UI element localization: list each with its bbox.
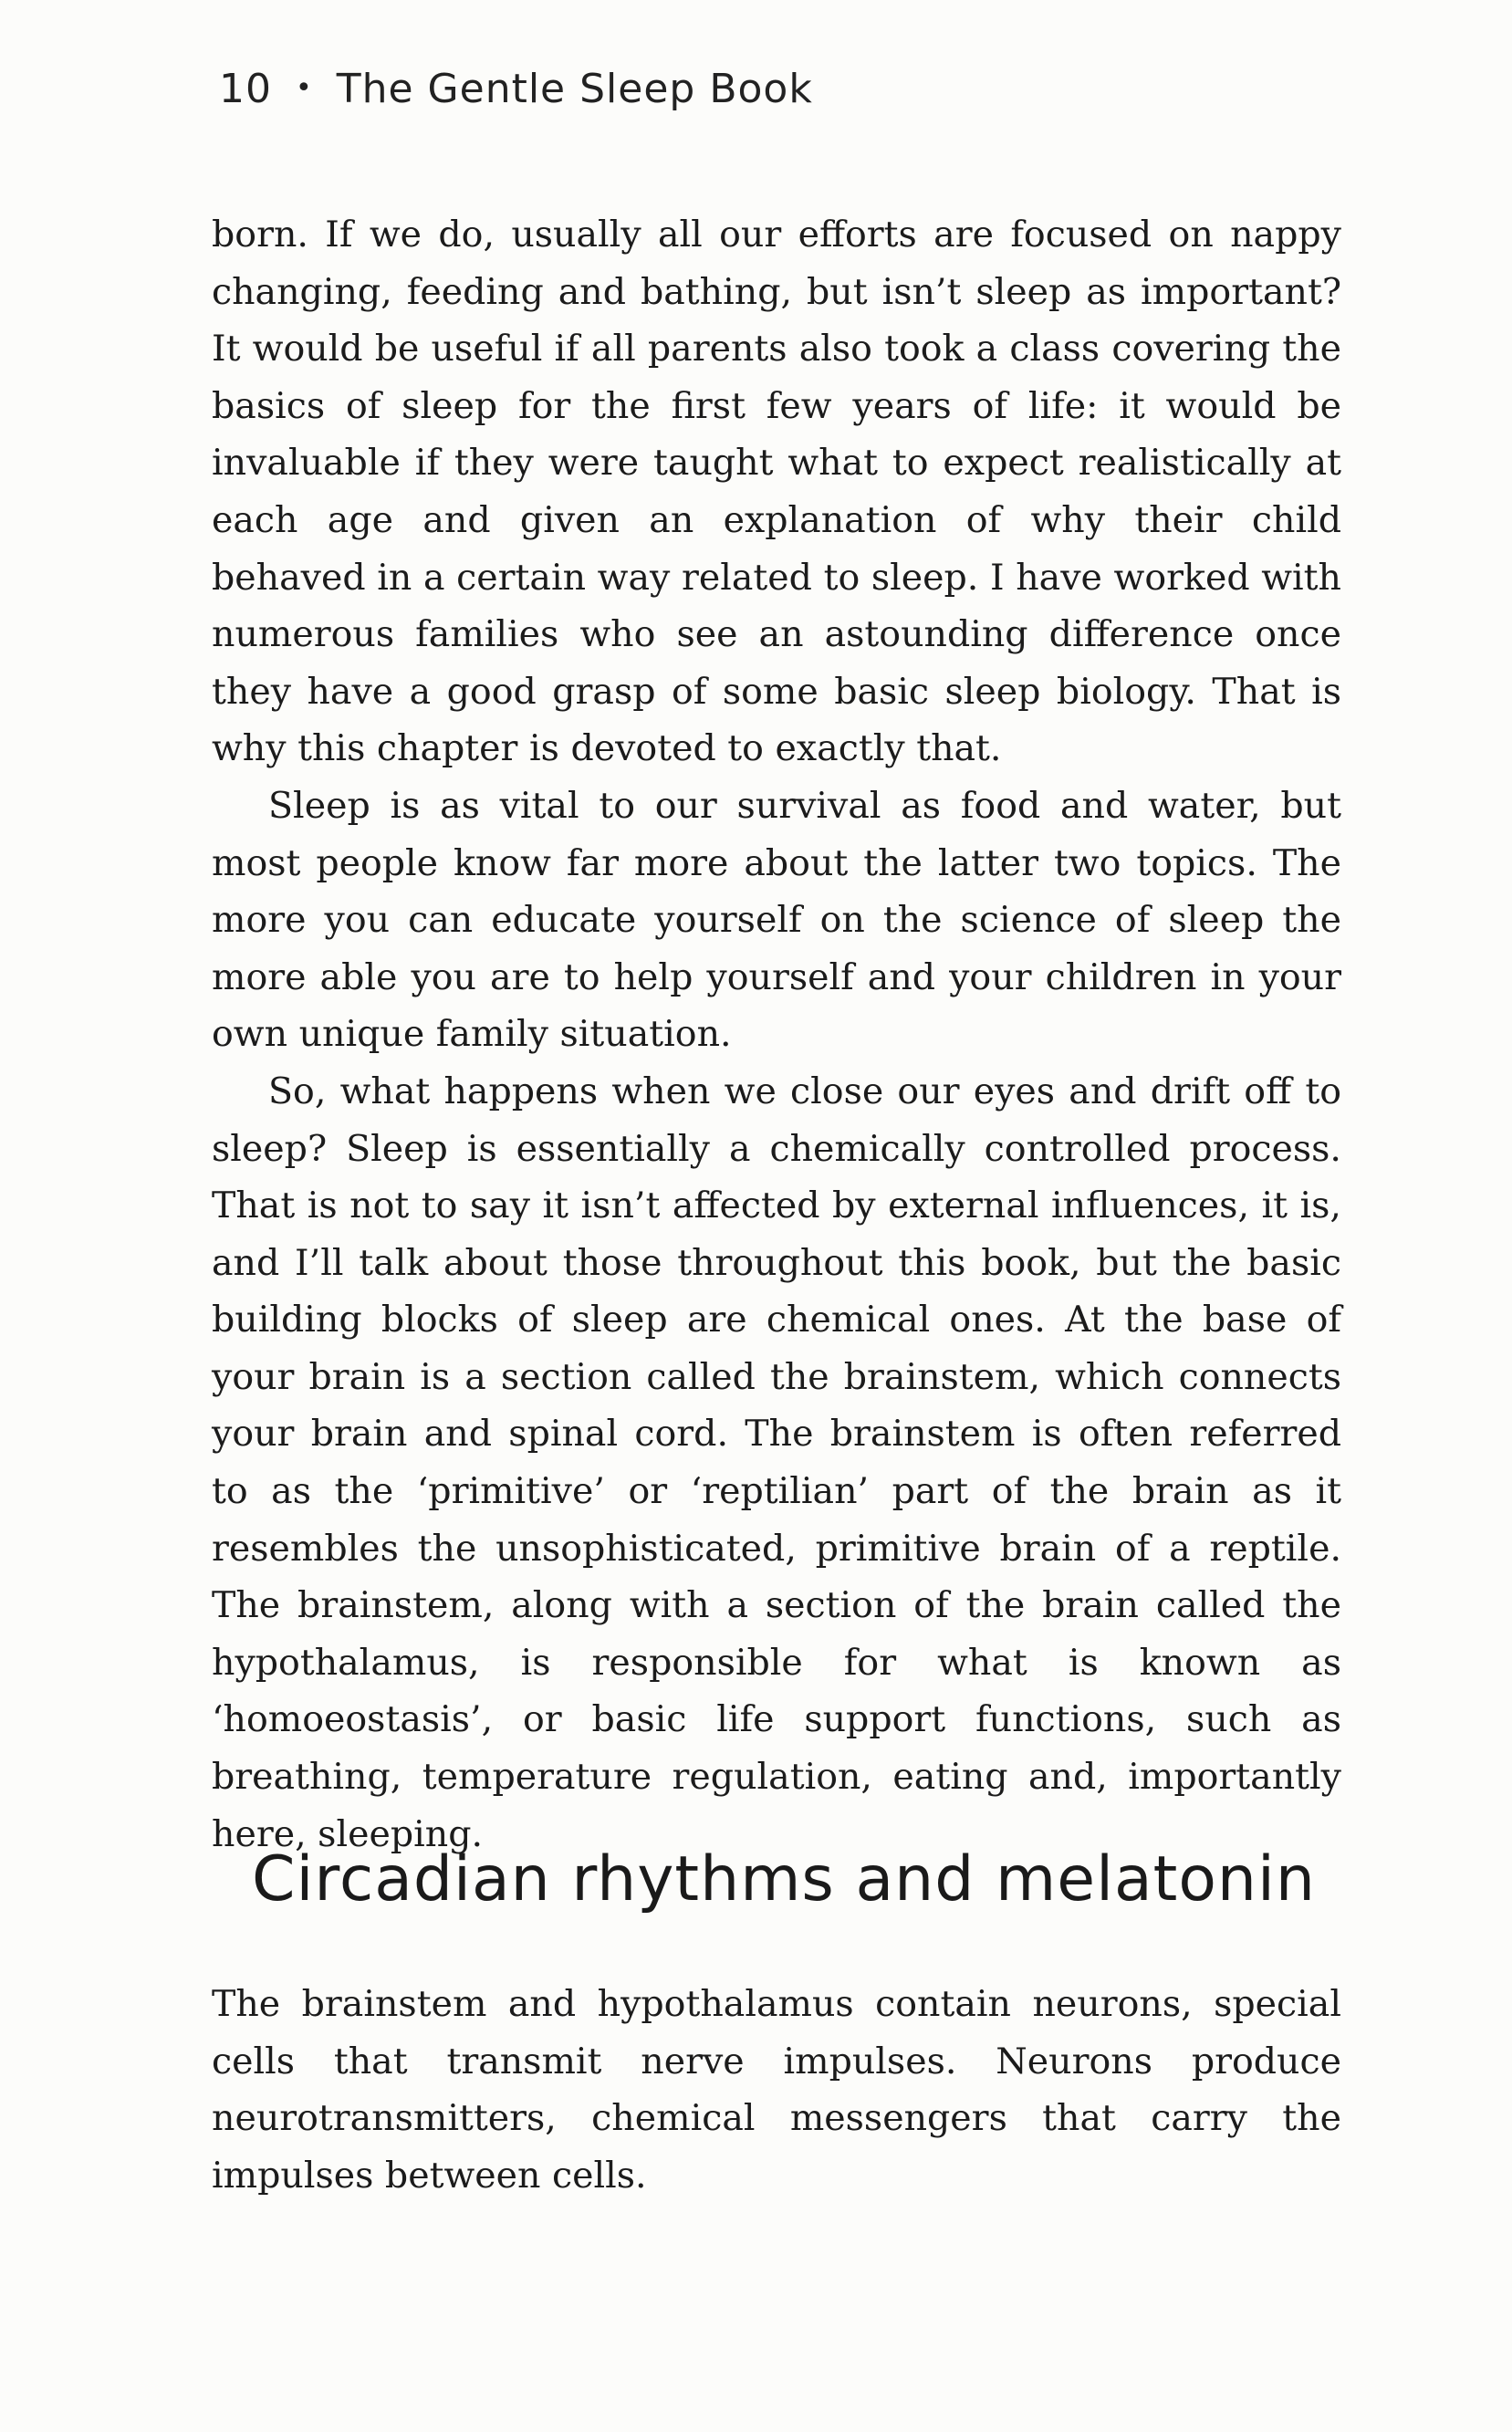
paragraph-continued: born. If we do, usually all our efforts are focused on nappy changing, feeding and bathing, but isn’t sleep as important? It would be useful if all parents also took a class covering the basics of sleep for the first few years of life: it would be invaluable if they were taught what to expect realistically at each age and given an explanation of why their child behaved in a certain way related to sleep. I have worked with numerous families who see an astounding difference once they have a good grasp of some basic sleep biology. That is why this chapter is devoted to exactly that. xyxy=(212,214,1341,770)
page-number: 10 xyxy=(219,66,272,112)
section-heading: Circadian rhythms and melatonin xyxy=(252,1843,1317,1915)
paragraph: Sleep is as vital to our survival as food and water, but most people know far more about the latter two topics. The more you can educate yourself on the science of sleep the more able you are to help yourself and your children in your own unique family situation. xyxy=(212,784,1341,1056)
body-text xyxy=(212,206,1341,1863)
running-head xyxy=(219,66,813,112)
paragraph: The brainstem and hypothalamus contain neurons, special cells that transmit nerve impulses. Neurons produce neurotransmitters, chemical messengers that carry the impulses between cells. xyxy=(212,1983,1341,2197)
header-separator: • xyxy=(296,72,313,104)
paragraph: So, what happens when we close our eyes and drift off to sleep? Sleep is essentially a chemically controlled process. That is not to say it isn’t affected by external influences, it is, and I’ll talk about those throughout this book, but the basic building blocks of sleep are chemical ones. At the base of your brain is a section called the brainstem, which connects your brain and spinal cord. The brainstem is often referred to as the ‘primitive’ or ‘reptilian’ part of the brain as it resembles the unsophisticated, primitive brain of a reptile. The brainstem, along with a section of the brain called the hypothalamus, is responsible for what is known as ‘homoeostasis’, or basic life support functions, such as breathing, temperature regulation, eating and, importantly here, sleeping. xyxy=(212,1070,1341,1855)
section-body-text xyxy=(212,1976,1341,2204)
book-title: The Gentle Sleep Book xyxy=(336,66,813,112)
